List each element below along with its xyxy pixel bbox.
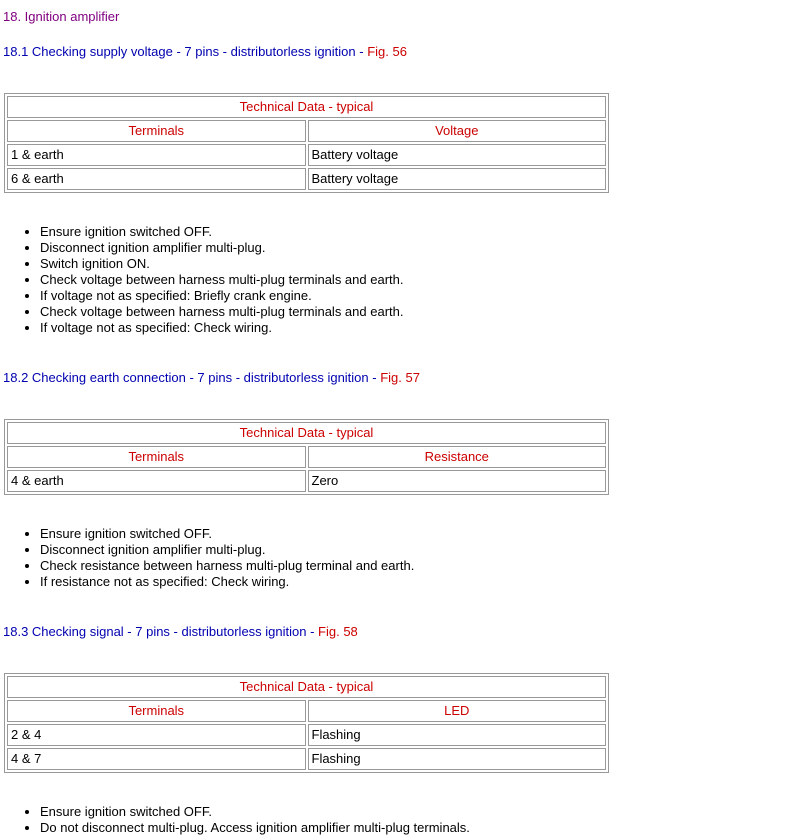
voltage-cell: Battery voltage: [308, 144, 607, 166]
column-header-resistance: Resistance: [308, 446, 607, 468]
table-row: [7, 144, 606, 166]
technical-data-table-18-3: [4, 673, 609, 773]
table-header-row: [7, 120, 606, 142]
procedure-list-18-3: [3, 804, 812, 836]
table-row: [7, 470, 606, 492]
resistance-cell: Zero: [308, 470, 607, 492]
terminals-cell: 6 & earth: [7, 168, 306, 190]
table-title-row: [7, 422, 606, 444]
column-header-voltage: Voltage: [308, 120, 607, 142]
list-item: • Disconnect ignition amplifier multi-plug.: [40, 542, 812, 558]
terminals-cell: 4 & 7: [7, 748, 306, 770]
page-title: 18. Ignition amplifier: [3, 9, 120, 24]
table-row: [7, 724, 606, 746]
list-item: • Do not disconnect multi-plug. Access ignition amplifier multi-plug terminals.: [40, 820, 812, 836]
column-header-terminals: Terminals: [7, 446, 306, 468]
technical-data-table-18-1: [4, 93, 609, 193]
section-heading-18-3: [3, 624, 812, 640]
table-title-row: [7, 96, 606, 118]
terminals-cell: 1 & earth: [7, 144, 306, 166]
figure-link-58[interactable]: Fig. 58: [318, 624, 358, 639]
column-header-terminals: Terminals: [7, 700, 306, 722]
list-item: • If voltage not as specified: Check wiring.: [40, 320, 812, 336]
section-heading-18-1: [3, 44, 812, 60]
terminals-cell: 2 & 4: [7, 724, 306, 746]
section-heading-text: 18.2 Checking earth connection - 7 pins - distributorless ignition -: [3, 370, 381, 385]
table-title: Technical Data - typical: [7, 96, 606, 118]
list-item: • Disconnect ignition amplifier multi-plug.: [40, 240, 812, 256]
section-heading-text: 18.1 Checking supply voltage - 7 pins - distributorless ignition -: [3, 44, 368, 59]
figure-link-56[interactable]: Fig. 56: [367, 44, 407, 59]
table-title-row: [7, 676, 606, 698]
voltage-cell: Battery voltage: [308, 168, 607, 190]
list-item: • Check resistance between harness multi-plug terminal and earth.: [40, 558, 812, 574]
terminals-cell: 4 & earth: [7, 470, 306, 492]
column-header-terminals: Terminals: [7, 120, 306, 142]
list-item: • Ensure ignition switched OFF.: [40, 526, 812, 542]
figure-link-57[interactable]: Fig. 57: [380, 370, 420, 385]
table-title: Technical Data - typical: [7, 676, 606, 698]
led-cell: Flashing: [308, 724, 607, 746]
procedure-list-18-1: [3, 224, 812, 336]
technical-data-table-18-2: [4, 419, 609, 495]
table-title: Technical Data - typical: [7, 422, 606, 444]
table-header-row: [7, 446, 606, 468]
table-row: [7, 168, 606, 190]
list-item: • Check voltage between harness multi-plug terminals and earth.: [40, 272, 812, 288]
section-heading-18-2: [3, 370, 812, 386]
section-heading-text: 18.3 Checking signal - 7 pins - distributorless ignition -: [3, 624, 319, 639]
list-item: • If voltage not as specified: Briefly crank engine.: [40, 288, 812, 304]
table-header-row: [7, 700, 606, 722]
list-item: • Check voltage between harness multi-plug terminals and earth.: [40, 304, 812, 320]
table-row: [7, 748, 606, 770]
list-item: • If resistance not as specified: Check wiring.: [40, 574, 812, 590]
led-cell: Flashing: [308, 748, 607, 770]
list-item: • Ensure ignition switched OFF.: [40, 224, 812, 240]
list-item: • Switch ignition ON.: [40, 256, 812, 272]
list-item: • Ensure ignition switched OFF.: [40, 804, 812, 820]
column-header-led: LED: [308, 700, 607, 722]
procedure-list-18-2: [3, 526, 812, 590]
